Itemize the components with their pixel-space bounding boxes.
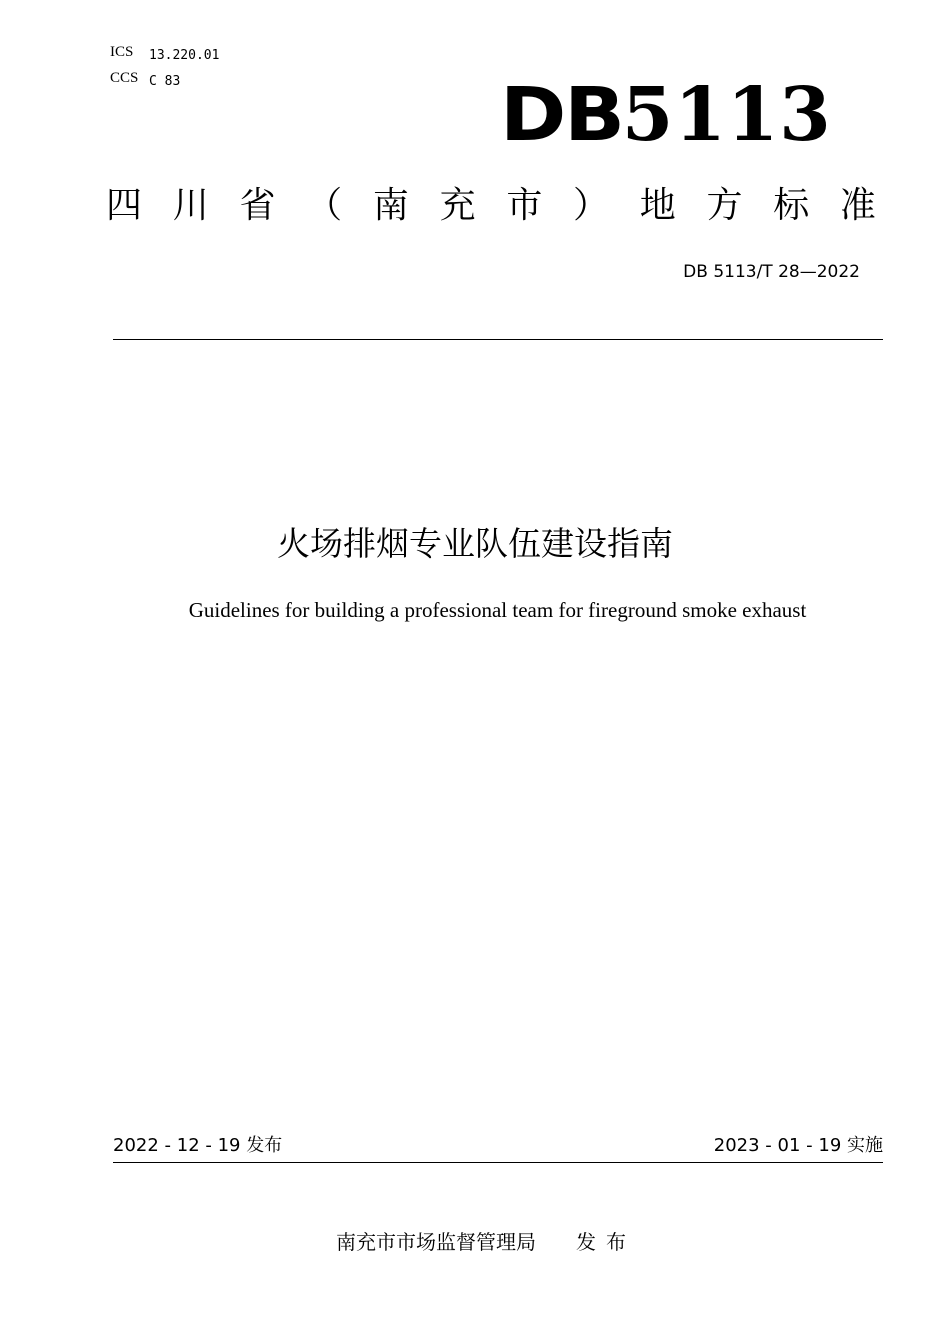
issue-date: 2022 - 12 - 19 发布 <box>113 1135 283 1156</box>
category-char: 川 <box>172 185 209 226</box>
category-char: 方 <box>706 185 743 226</box>
publisher-name: 南充市市场监督管理局 <box>336 1230 536 1254</box>
ics-label: ICS <box>110 44 134 60</box>
category-char: 标 <box>773 185 810 226</box>
category-char: 准 <box>839 185 876 226</box>
logo-code: 5113 <box>621 72 832 158</box>
category-char: 四 <box>106 185 143 226</box>
logo-prefix: DB <box>500 72 623 158</box>
category-char: （ <box>306 185 343 226</box>
ccs-label: CCS <box>110 70 139 86</box>
implementation-date: 2023 - 01 - 19 实施 <box>713 1135 883 1156</box>
category-char: ） <box>573 185 610 226</box>
standard-number: DB 5113/T 28—2022 <box>683 262 860 282</box>
standard-category <box>106 184 876 228</box>
publish-action: 发布 <box>576 1230 636 1254</box>
bottom-divider <box>113 1162 883 1163</box>
title-english: Guidelines for building a professional team for fireground smoke exhaust <box>188 598 807 622</box>
category-char: 省 <box>239 185 276 226</box>
ics-value: 13.220.01 <box>149 48 220 63</box>
category-char: 市 <box>506 185 543 226</box>
category-char: 南 <box>372 185 409 226</box>
top-divider <box>113 339 883 340</box>
category-char: 地 <box>639 185 676 226</box>
title-chinese: 火场排烟专业队伍建设指南 <box>277 524 673 563</box>
category-char: 充 <box>439 185 476 226</box>
publisher-line <box>0 1228 950 1256</box>
ccs-value: C 83 <box>149 74 181 89</box>
standard-logo <box>500 72 832 158</box>
